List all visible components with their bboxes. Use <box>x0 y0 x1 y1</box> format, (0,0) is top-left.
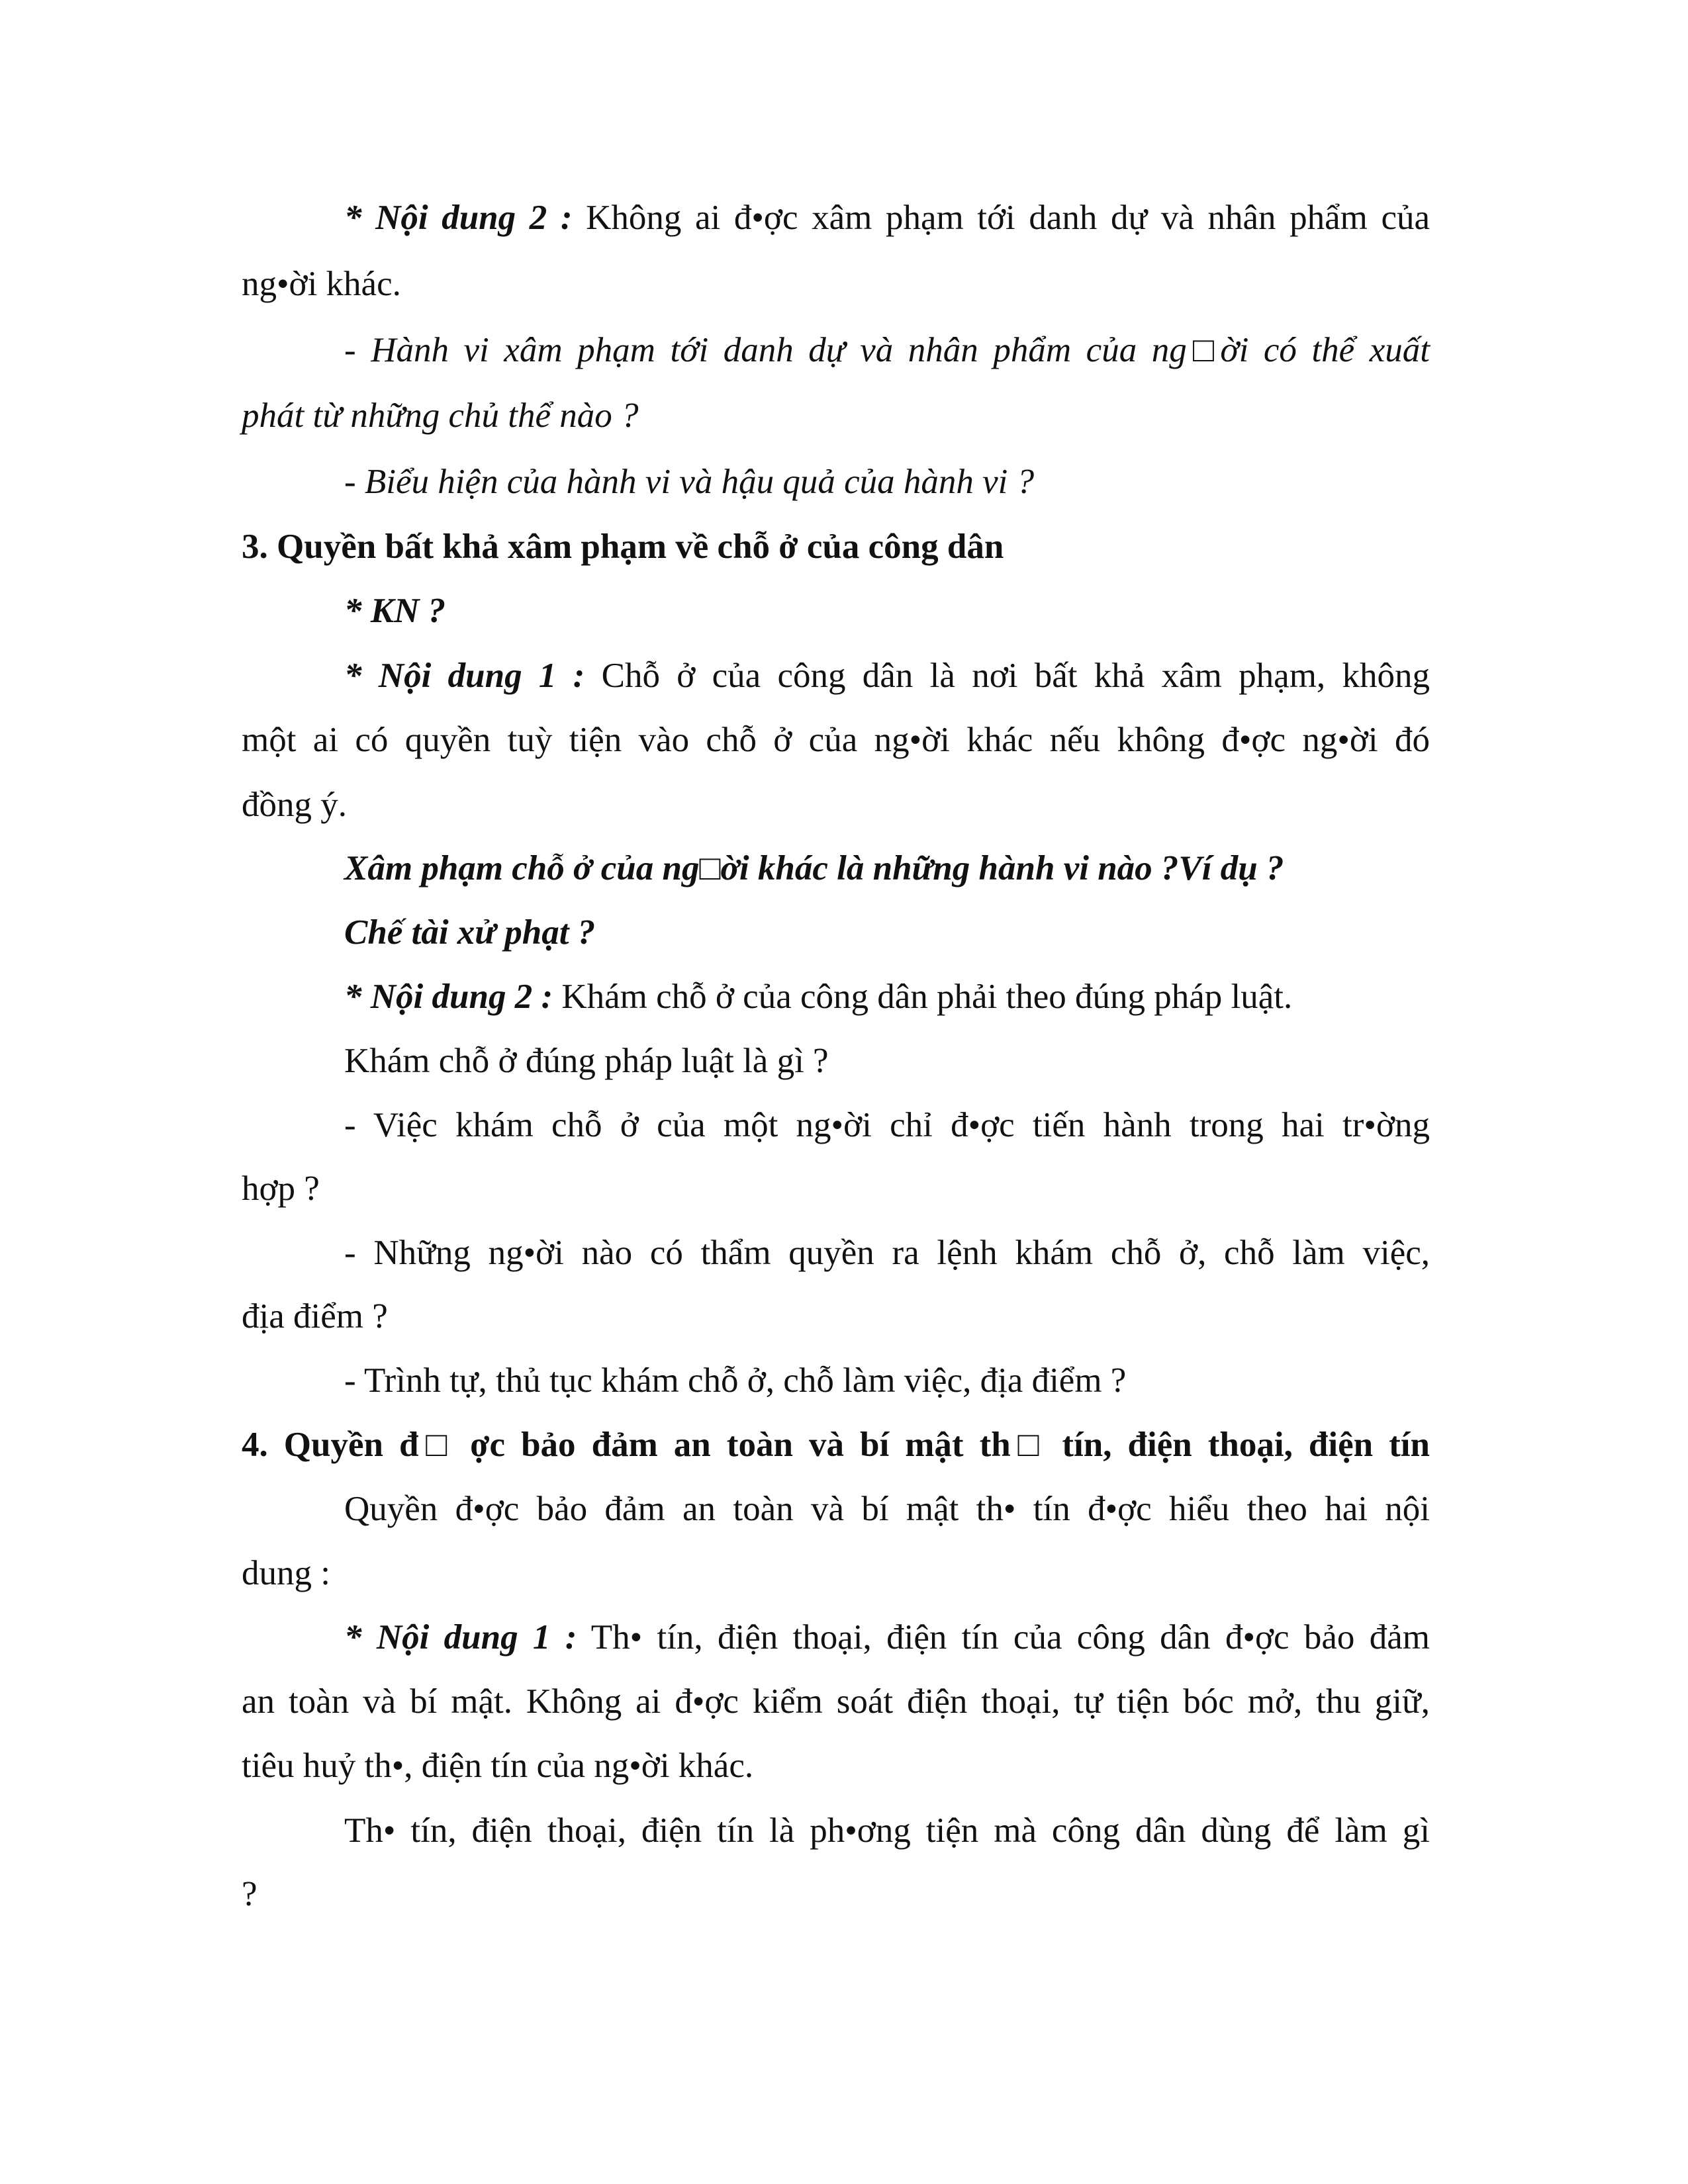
question-line: Xâm phạm chỗ ở của ng□ời khác là những hành vi nào ?Ví dụ ? <box>344 849 1284 887</box>
question-line: * KN ? <box>344 592 446 630</box>
paragraph-line <box>344 979 1292 1015</box>
section-lead: * Nội dung 1 : <box>344 657 585 695</box>
paragraph-line <box>344 201 1430 236</box>
paragraph-line <box>344 1620 1430 1655</box>
question-line: Chế tài xử phạt ? <box>344 913 596 952</box>
paragraph-line: đồng ý. <box>242 786 347 824</box>
question-line: - Biểu hiện của hành vi và hậu quả của hành vi ? <box>344 463 1035 501</box>
question-line: - Hành vi xâm phạm tới danh dự và nhân phẩm của ng□ời có thể xuất <box>344 331 1430 369</box>
section-lead: * Nội dung 2 : <box>344 199 573 237</box>
line-text: Chỗ ở của công dân là nơi bất khả xâm phạm, không <box>585 657 1430 695</box>
section-heading: 3. Quyền bất khả xâm phạm về chỗ ở của công dân <box>242 527 1004 566</box>
question-line: địa điểm ? <box>242 1297 388 1336</box>
line-text: Không ai đ•ợc xâm phạm tới danh dự và nhân phẩm của <box>572 199 1430 237</box>
paragraph-line: Quyền đ•ợc bảo đảm an toàn và bí mật th• tín đ•ợc hiểu theo hai nội <box>344 1490 1430 1528</box>
question-line: Th• tín, điện thoại, điện tín là ph•ơng tiện mà công dân dùng để làm gì <box>344 1811 1430 1850</box>
section-lead: * Nội dung 1 : <box>344 1618 577 1657</box>
section-heading: 4. Quyền đ□ ợc bảo đảm an toàn và bí mật th□ tín, điện thoại, điện tín <box>242 1426 1430 1464</box>
paragraph-line: dung : <box>242 1554 330 1592</box>
question-line: ? <box>242 1875 258 1913</box>
paragraph-line: an toàn và bí mật. Không ai đ•ợc kiểm soát điện thoại, tự tiện bóc mở, thu giữ, <box>242 1682 1430 1721</box>
paragraph-line: một ai có quyền tuỳ tiện vào chỗ ở của ng•ời khác nếu không đ•ợc ng•ời đó <box>242 721 1430 759</box>
line-text: Khám chỗ ở của công dân phải theo đúng pháp luật. <box>553 978 1293 1016</box>
question-line: phát từ những chủ thể nào ? <box>242 396 639 435</box>
paragraph-line: ng•ời khác. <box>242 265 401 303</box>
question-line: - Những ng•ời nào có thẩm quyền ra lệnh khám chỗ ở, chỗ làm việc, <box>344 1234 1430 1272</box>
paragraph-line <box>344 659 1430 694</box>
question-line: hợp ? <box>242 1169 320 1208</box>
question-line: Khám chỗ ở đúng pháp luật là gì ? <box>344 1042 829 1080</box>
question-line: - Việc khám chỗ ở của một ng•ời chỉ đ•ợc tiến hành trong hai tr•ờng <box>344 1106 1430 1144</box>
line-text: Th• tín, điện thoại, điện tín của công dân đ•ợc bảo đảm <box>577 1618 1430 1657</box>
paragraph-line: tiêu huỷ th•, điện tín của ng•ời khác. <box>242 1747 754 1785</box>
section-lead: * Nội dung 2 : <box>344 978 553 1016</box>
question-line: - Trình tự, thủ tục khám chỗ ở, chỗ làm việc, địa điểm ? <box>344 1361 1127 1400</box>
